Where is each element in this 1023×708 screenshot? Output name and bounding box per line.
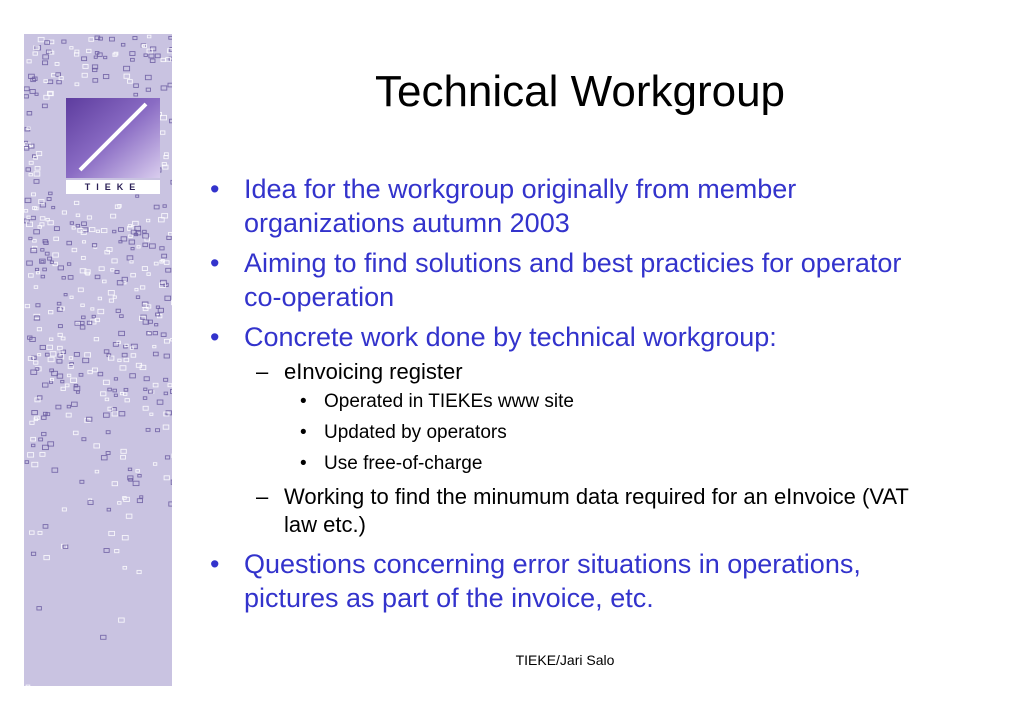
bullet-marker: • — [210, 174, 220, 204]
bullet-marker: • — [300, 391, 307, 412]
bullet-marker: • — [300, 453, 307, 474]
slide-footer: TIEKE/Jari Salo — [515, 652, 615, 668]
sub-sub-bullet-text: Updated by operators — [324, 422, 507, 443]
bullet-marker: • — [210, 549, 220, 579]
sub-sub-bullet-text: Use free-of-charge — [324, 453, 483, 474]
sub-sub-bullet-text: Operated in TIEKEs www site — [324, 391, 574, 412]
slide-title: Technical Workgroup — [374, 67, 786, 116]
bullet-item — [200, 547, 920, 615]
sub-bullet-text: eInvoicing register — [284, 359, 463, 384]
bullet-item — [200, 172, 920, 240]
bullet-marker: • — [210, 322, 220, 352]
logo-mark-icon — [66, 98, 160, 178]
bullet-item — [200, 246, 920, 314]
sub-sub-bullet-item — [200, 421, 920, 445]
sub-sub-bullet-item — [200, 452, 920, 476]
bullet-marker: • — [300, 422, 307, 443]
bullet-marker: • — [210, 248, 220, 278]
bullet-text: Questions concerning error situations in operations, pictures as part of the invoice, etc. — [244, 549, 861, 613]
tieke-logo — [66, 98, 160, 194]
sub-bullet-item — [200, 358, 920, 386]
bullet-text: Idea for the workgroup originally from member organizations autumn 2003 — [244, 174, 797, 238]
logo-text: TIEKE — [66, 180, 160, 194]
dash-marker: – — [256, 359, 269, 384]
bullet-text: Aiming to find solutions and best practicies for operator co-operation — [244, 248, 902, 312]
sub-bullet-item — [200, 483, 920, 539]
dash-marker: – — [256, 484, 269, 509]
sub-bullet-text: Working to find the minumum data required for an eInvoice (VAT law etc.) — [284, 484, 909, 537]
bullet-text: Concrete work done by technical workgroup: — [244, 322, 777, 352]
decorative-side-panel — [24, 34, 172, 686]
bullet-item — [200, 320, 920, 354]
slide-content — [200, 172, 920, 621]
sub-sub-bullet-item — [200, 390, 920, 414]
